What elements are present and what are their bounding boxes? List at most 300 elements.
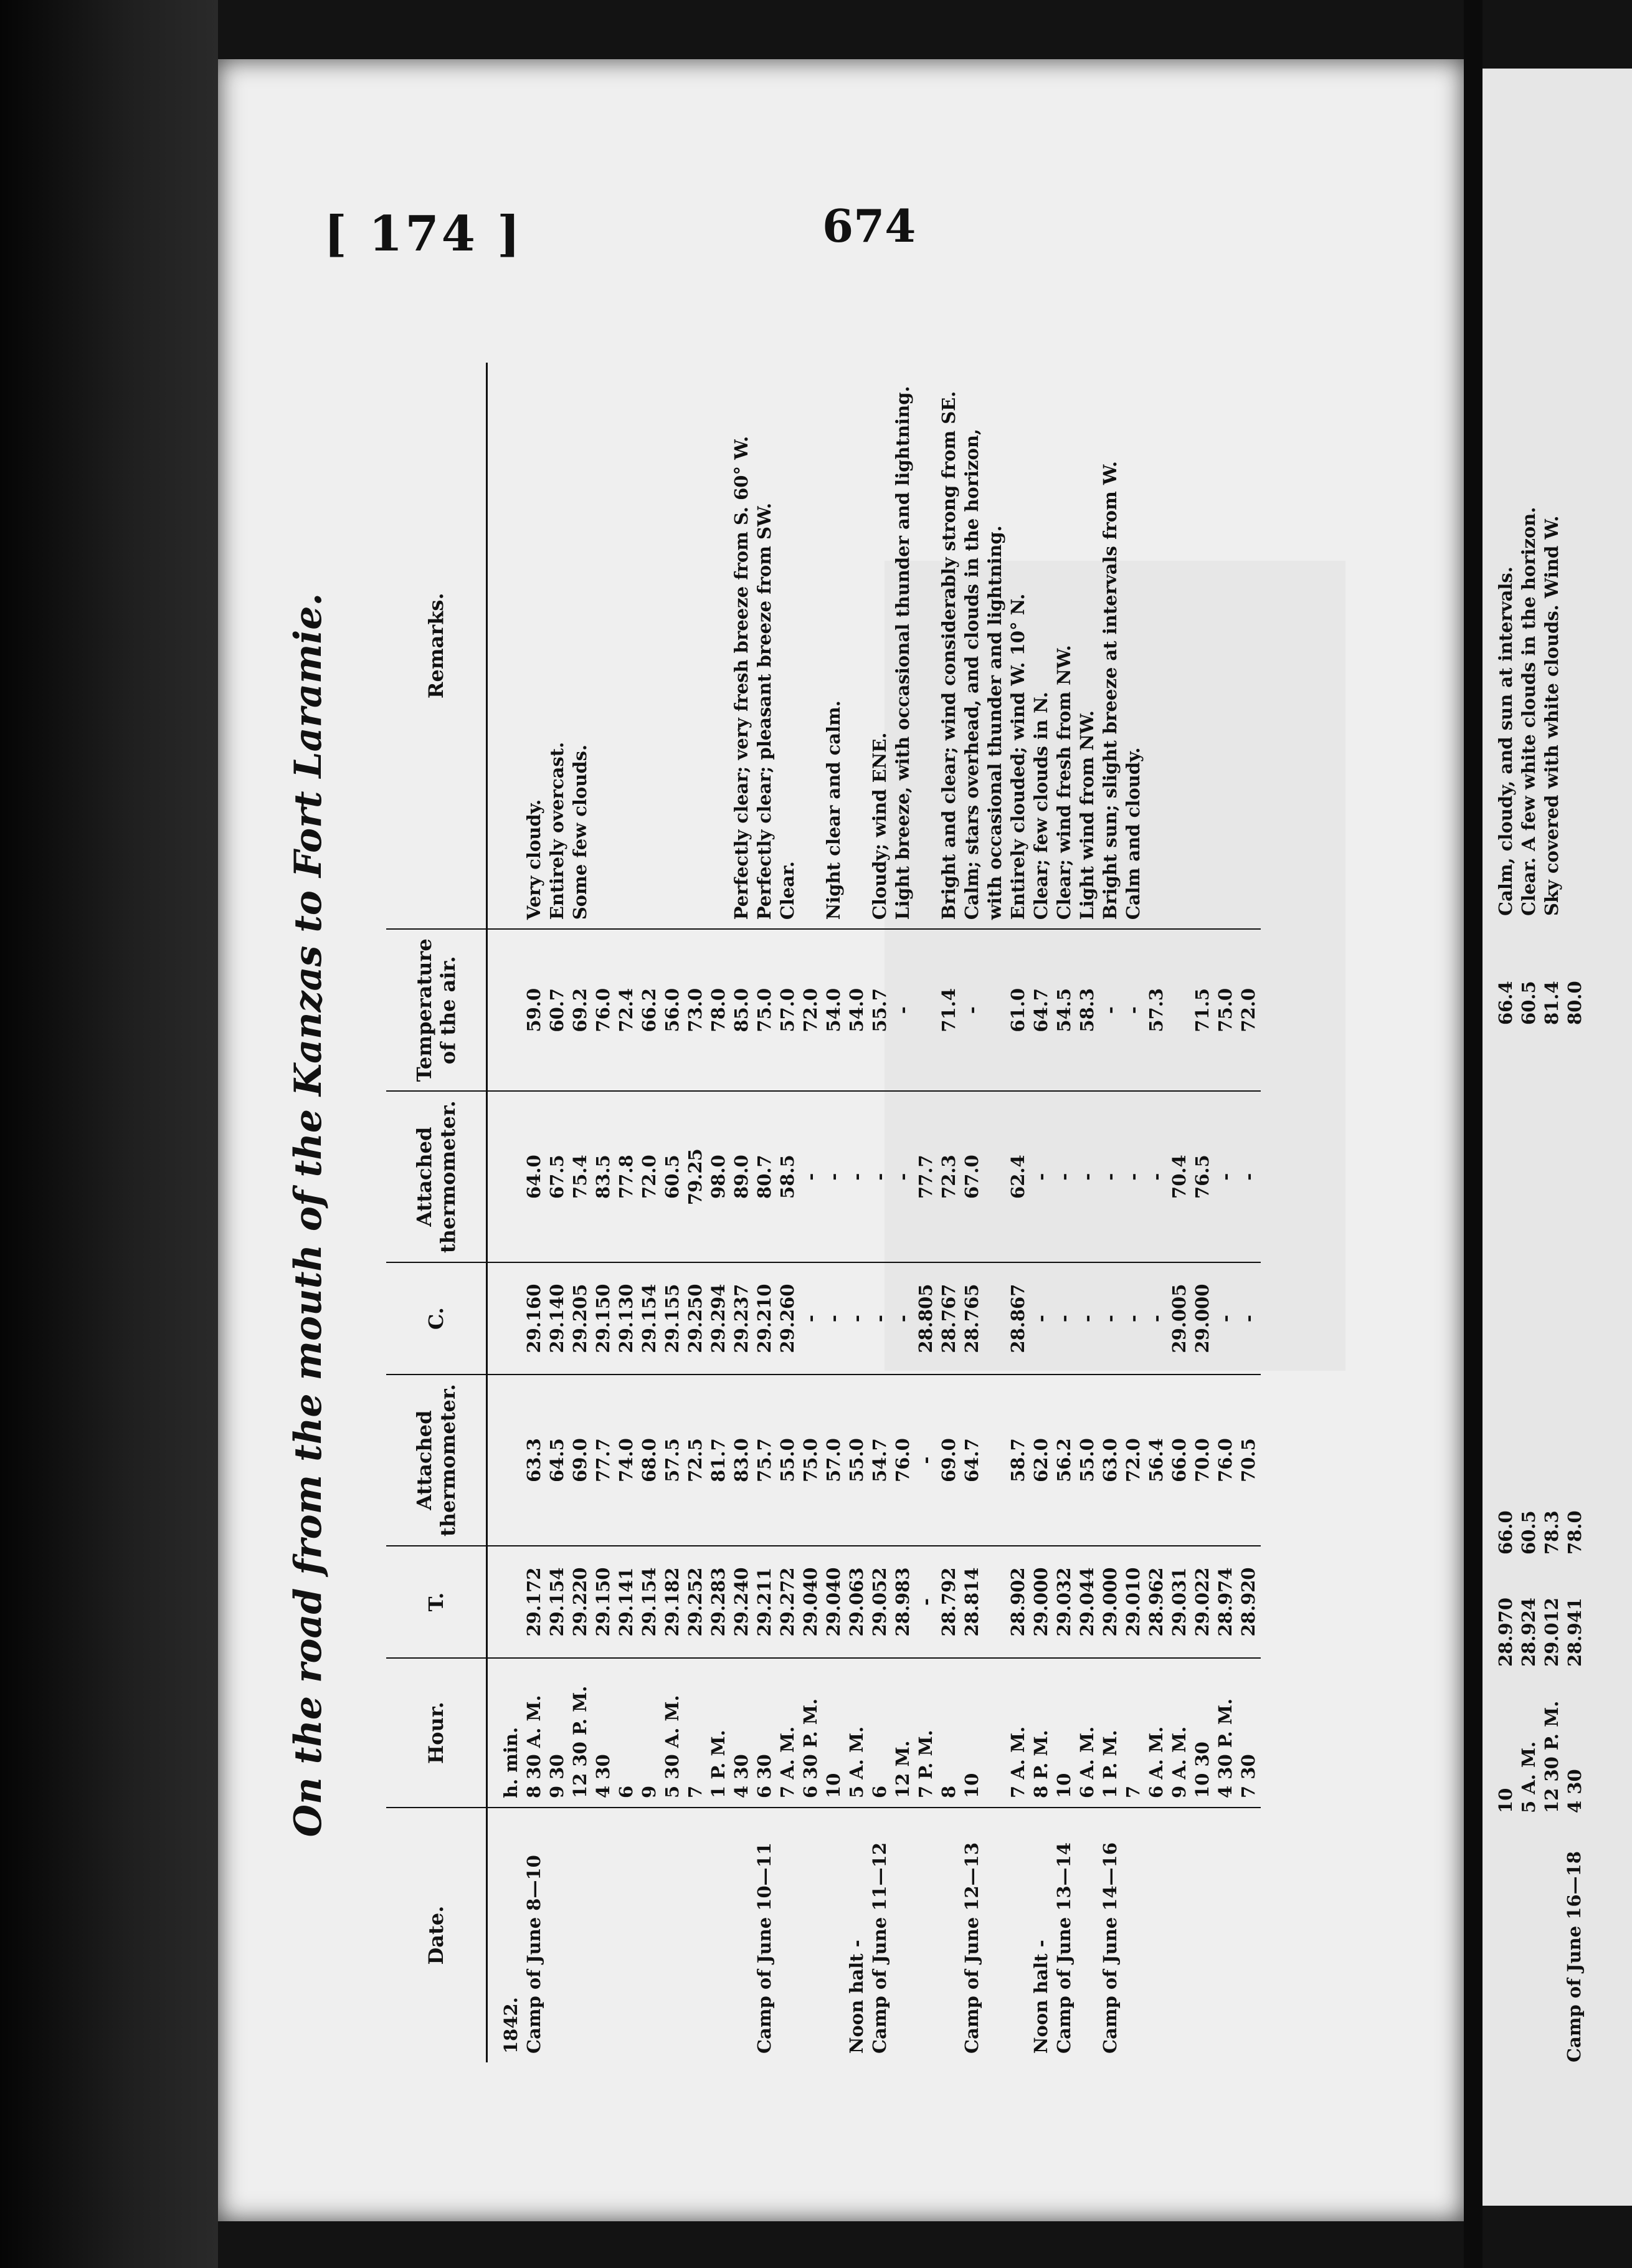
t-column-line: 29.150: [592, 1567, 614, 1637]
date-column-line: [1146, 1817, 1169, 2054]
col-date-header: Date.: [386, 1808, 487, 2062]
c-column-line: -: [1076, 1315, 1098, 1323]
date-column-line: [800, 1817, 823, 2054]
attached2-column-line: -: [846, 1173, 867, 1181]
remarks-column-line: Bright and clear; wind considerably strong from SE.: [938, 391, 959, 920]
attached1-column-line: 72.0: [1122, 1438, 1144, 1482]
hour-column-line: 6 30: [754, 1754, 775, 1798]
air-column-line: 76.0: [592, 988, 614, 1032]
remarks-column-line: Entirely overcast.: [546, 741, 567, 920]
hour-column-line: 10: [823, 1773, 844, 1798]
attached1-column-line: 55.0: [846, 1438, 867, 1482]
hour-column-line: 7 A. M.: [1007, 1726, 1028, 1798]
page-number-right: 674: [822, 199, 916, 252]
attached2-column-line: 60.5: [662, 1155, 683, 1199]
attached2-column-line: 79.25: [685, 1148, 706, 1206]
air-column-line: 54.0: [823, 988, 844, 1032]
attached1-column-line: 58.7: [1007, 1438, 1028, 1482]
col-air-header: Temperature of the air.: [386, 929, 487, 1091]
remarks-column-line: [915, 371, 938, 920]
hour-column-line: 5 A. M.: [846, 1726, 867, 1798]
cont-air-line: 81.4: [1541, 981, 1562, 1025]
air-column-line: 54.5: [1053, 988, 1075, 1032]
air-column-line: -: [892, 1006, 913, 1014]
date-column-line: [592, 1817, 615, 2054]
t-column-line: [500, 1555, 523, 1649]
attached2-column-line: -: [892, 1173, 913, 1181]
hour-column-line: 4 30 P. M.: [1215, 1698, 1236, 1798]
attached1-column-line: 63.0: [1099, 1438, 1121, 1482]
t-column-line: 29.040: [823, 1567, 844, 1637]
col-attached1-header: Attached thermometer.: [386, 1375, 487, 1546]
t-column-line: 29.220: [569, 1567, 591, 1637]
attached2-column-line: 76.5: [1192, 1155, 1213, 1199]
air-column-line: 71.4: [938, 988, 959, 1032]
air-column-line: -: [961, 1006, 982, 1014]
t-column-line: 28.814: [961, 1567, 982, 1637]
t-column-line: 29.040: [800, 1567, 821, 1637]
attached2-column-line: -: [800, 1173, 821, 1181]
c-column-line: -: [892, 1315, 913, 1323]
cont-remarks: [1495, 507, 1564, 916]
t-column-line: 29.240: [731, 1567, 752, 1637]
attached2-column-line: -: [823, 1173, 844, 1181]
attached2-column-line: 77.8: [615, 1155, 637, 1199]
t-column-line: 29.154: [638, 1567, 660, 1637]
cont-air-line: 66.4: [1495, 981, 1516, 1025]
cont-hours-line: 12 30 P. M.: [1541, 1700, 1562, 1813]
attached2-column-line: -: [1146, 1173, 1167, 1181]
hour-column-line: 10 30: [1192, 1742, 1213, 1798]
remarks-column-line: [1146, 371, 1169, 920]
hour-column-line: 8: [938, 1785, 959, 1798]
col-hour-header: Hour.: [386, 1658, 487, 1808]
air-column-line: -: [1122, 1006, 1144, 1014]
c-column-line: 29.005: [1169, 1284, 1190, 1353]
date-column-line: [1169, 1817, 1192, 2054]
attached2-column-line: -: [1030, 1173, 1051, 1181]
t-column-line: 28.920: [1238, 1567, 1259, 1637]
hour-column-line: 5 30 A. M.: [662, 1695, 683, 1798]
cont-att1: [1495, 1510, 1587, 1555]
attached1-column-line: [984, 1384, 1007, 1537]
t-column-line: 29.172: [523, 1567, 544, 1637]
t-column-line: 29.272: [777, 1567, 798, 1637]
c-column-line: 28.765: [961, 1284, 982, 1353]
t-column-line: 28.792: [938, 1567, 959, 1637]
c-column-line: 29.140: [546, 1284, 567, 1353]
t-column-line: 29.182: [662, 1567, 683, 1637]
attached1-column-line: 81.7: [708, 1438, 729, 1482]
hour-column-line: 12 30 P. M.: [569, 1685, 591, 1798]
hour-column-line: 1 P. M.: [1099, 1730, 1121, 1798]
attached2-column-line: -: [1053, 1173, 1075, 1181]
hour-column-line: 7: [685, 1785, 706, 1798]
header-row: [386, 363, 487, 2062]
date-column-line: Camp of June 14—16: [1099, 1842, 1121, 2054]
attached2-column-line: -: [1099, 1173, 1121, 1181]
air-column: [487, 929, 1261, 1091]
hour-column-line: 9: [638, 1785, 660, 1798]
cont-att1-line: 78.0: [1564, 1510, 1585, 1555]
date-column-line: Camp of June 12—13: [961, 1842, 982, 2054]
c-column-line: 29.160: [523, 1284, 544, 1353]
t-column-line: 29.252: [685, 1567, 706, 1637]
col-remarks-header: Remarks.: [386, 363, 487, 929]
cont-hours-line: 10: [1495, 1788, 1516, 1813]
remarks-column-line: Clear; few clouds in N.: [1030, 692, 1051, 920]
air-column-line: -: [1099, 1006, 1121, 1014]
remarks-column-line: [846, 371, 869, 920]
date-column-line: Noon halt -: [846, 1940, 867, 2054]
remarks-column-line: [1238, 371, 1261, 920]
c-column-line: 29.294: [708, 1284, 729, 1353]
attached1-column-line: 57.0: [823, 1438, 844, 1482]
cont-remarks-line: Clear. A few white clouds in the horizon.: [1518, 507, 1539, 916]
air-column-line: 71.5: [1192, 988, 1213, 1032]
date-column-line: Camp of June 8—10: [523, 1855, 544, 2054]
c-column-line: 28.805: [915, 1284, 936, 1353]
t-column-line: 29.052: [869, 1567, 890, 1637]
cont-att1-line: 66.0: [1495, 1510, 1516, 1555]
c-column-line: -: [1215, 1315, 1236, 1323]
attached1-column-line: 68.0: [638, 1438, 660, 1482]
date-column-line: [938, 1817, 961, 2054]
air-column-line: 57.3: [1146, 988, 1167, 1032]
attached2-column-line: 67.0: [961, 1155, 982, 1199]
c-column-line: -: [1053, 1315, 1075, 1323]
attached2-column-line: 64.0: [523, 1155, 544, 1199]
attached2-column-line: 80.7: [754, 1155, 775, 1199]
cont-remarks-line: Calm, cloudy, and sun at intervals.: [1495, 566, 1516, 916]
hour-column-line: 1 P. M.: [708, 1730, 729, 1798]
attached1-column-line: 74.0: [615, 1438, 637, 1482]
t-column-line: 29.211: [754, 1567, 775, 1637]
hour-column-line: 12 M.: [892, 1740, 913, 1798]
hour-column-line: 10: [961, 1773, 982, 1798]
attached2-column-line: 67.5: [546, 1155, 567, 1199]
attached1-column-line: 63.3: [523, 1438, 544, 1482]
hour-column-line: 6: [615, 1785, 637, 1798]
date-column-line: Camp of June 13—14: [1053, 1842, 1075, 2054]
air-column-line: 58.3: [1076, 988, 1098, 1032]
remarks-column-line: Perfectly clear; very fresh breeze from S. 60° W.: [731, 436, 752, 920]
attached1-column-line: 55.0: [777, 1438, 798, 1482]
remarks-column-line: Perfectly clear; pleasant breeze from SW.: [754, 502, 775, 920]
cont-hours-line: 4 30: [1564, 1769, 1585, 1813]
remarks-column-line: [1192, 371, 1215, 920]
date-column-line: [1122, 1817, 1146, 2054]
remarks-column-line: Bright sun; slight breeze at intervals from W.: [1099, 461, 1121, 920]
air-column-line: 69.2: [569, 988, 591, 1032]
date-column-line: [823, 1817, 846, 2054]
date-column-line: [685, 1817, 708, 2054]
c-column-line: -: [1030, 1315, 1051, 1323]
attached2-column-line: [500, 1100, 523, 1253]
air-column-line: [915, 938, 938, 1082]
t-column-line: 29.063: [846, 1567, 867, 1637]
hour-column-line: 10: [1053, 1773, 1075, 1798]
c-column-line: 29.260: [777, 1284, 798, 1353]
attached1-column-line: 83.0: [731, 1438, 752, 1482]
c-column-line: -: [869, 1315, 890, 1323]
remarks-column-line: [615, 371, 638, 920]
attached2-column-line: 70.4: [1169, 1155, 1190, 1199]
air-column-line: 61.0: [1007, 988, 1028, 1032]
c-column-line: -: [1238, 1315, 1259, 1323]
t-column-line: -: [915, 1598, 936, 1606]
attached1-column-line: 56.4: [1146, 1438, 1167, 1482]
attached1-column-line: 75.7: [754, 1438, 775, 1482]
attached2-column-line: -: [1076, 1173, 1098, 1181]
attached2-column-line: 72.3: [938, 1155, 959, 1199]
attached1-column-line: 70.5: [1238, 1438, 1259, 1482]
attached1-column-line: 62.0: [1030, 1438, 1051, 1482]
t-column-line: 29.010: [1122, 1567, 1144, 1637]
t-column-line: 28.974: [1215, 1567, 1236, 1637]
remarks-column-line: [685, 371, 708, 920]
cont-hours-line: 5 A. M.: [1518, 1741, 1539, 1813]
t-column-line: 29.000: [1099, 1567, 1121, 1637]
c-column-line: -: [800, 1315, 821, 1323]
date-column-line: [569, 1817, 592, 2054]
next-page-continuation: [1495, 262, 1632, 2168]
date-column-line: Camp of June 10—11: [754, 1842, 775, 2054]
air-column-line: 55.7: [869, 988, 890, 1032]
attached1-column-line: 72.5: [685, 1438, 706, 1482]
air-column-line: 75.0: [754, 988, 775, 1032]
cont-air-line: 80.0: [1564, 981, 1585, 1025]
date-column-line: [915, 1817, 938, 2054]
c-column-line: 28.867: [1007, 1284, 1028, 1353]
c-column-line: 29.130: [615, 1284, 637, 1353]
remarks-column-line: [1169, 371, 1192, 920]
c-column-line: [984, 1272, 1007, 1365]
cont-date: Camp of June 16—18: [1563, 1851, 1585, 2062]
hour-column-line: 9 30: [546, 1754, 567, 1798]
remarks-column-line: Calm; stars overhead, and clouds in the horizon,: [961, 428, 982, 920]
remarks-column-line: Light wind from NW.: [1076, 710, 1098, 920]
hour-column-line: 6 A. M.: [1146, 1726, 1167, 1798]
remarks-column-line: Cloudy; wind ENE.: [869, 732, 890, 920]
cont-att1-line: 60.5: [1518, 1510, 1539, 1555]
col-attached2-header: Attached thermometer.: [386, 1091, 487, 1262]
attached1-column-line: 77.7: [592, 1438, 614, 1482]
attached2-column-line: 72.0: [638, 1155, 660, 1199]
c-column-line: -: [846, 1315, 867, 1323]
remarks-column-line: Calm and cloudy.: [1122, 747, 1144, 920]
attached2-column-line: -: [869, 1173, 890, 1181]
c-column-line: [500, 1272, 523, 1365]
date-column-line: [731, 1817, 754, 2054]
air-column-line: 72.4: [615, 988, 637, 1032]
date-column-line: Camp of June 11—12: [869, 1842, 890, 2054]
cont-t-line: 28.941: [1564, 1598, 1585, 1667]
attached1-column-line: 76.0: [892, 1438, 913, 1482]
attached1-column-line: 54.7: [869, 1438, 890, 1482]
c-column-line: -: [1122, 1315, 1144, 1323]
attached1-column-line: 70.0: [1192, 1438, 1213, 1482]
c-column-line: 28.767: [938, 1284, 959, 1353]
hour-column-line: 6 A. M.: [1076, 1726, 1098, 1798]
remarks-column-line: Light breeze, with occasional thunder and lightning.: [892, 386, 913, 920]
hour-column-line: h. min.: [500, 1727, 521, 1798]
hour-column-line: 8 P. M.: [1030, 1730, 1051, 1798]
c-column-line: -: [823, 1315, 844, 1323]
t-column-line: 29.031: [1169, 1567, 1190, 1637]
date-column-line: [777, 1817, 800, 2054]
remarks-column-line: [500, 371, 523, 920]
attached1-column-line: 69.0: [569, 1438, 591, 1482]
cont-air: [1495, 981, 1587, 1025]
c-column-line: 29.150: [592, 1284, 614, 1353]
t-column-line: 29.022: [1192, 1567, 1213, 1637]
hour-column-line: 4 30: [592, 1754, 614, 1798]
air-column-line: 72.0: [1238, 988, 1259, 1032]
attached1-column-line: 69.0: [938, 1438, 959, 1482]
air-column-line: 54.0: [846, 988, 867, 1032]
cont-air-line: 60.5: [1518, 981, 1539, 1025]
c-column-line: -: [1146, 1315, 1167, 1323]
date-column-line: [984, 1817, 1007, 2054]
remarks-column-line: [638, 371, 662, 920]
t-column-line: 29.032: [1053, 1567, 1075, 1637]
remarks-column: [487, 363, 1261, 929]
c-column: [487, 1262, 1261, 1375]
attached1-column-line: 57.5: [662, 1438, 683, 1482]
t-column-line: 29.283: [708, 1567, 729, 1637]
cont-att1-line: 78.3: [1541, 1510, 1562, 1555]
remarks-column-line: Very cloudy.: [523, 799, 544, 920]
date-column-line: Noon halt -: [1030, 1940, 1051, 2054]
hour-column-line: [984, 1667, 1007, 1798]
air-column-line: 85.0: [731, 988, 752, 1032]
t-column-line: 28.902: [1007, 1567, 1028, 1637]
air-column-line: 56.0: [662, 988, 683, 1032]
air-column-line: 64.7: [1030, 988, 1051, 1032]
attached1-column-line: 75.0: [800, 1438, 821, 1482]
hour-column-line: 8 30 A. M.: [523, 1695, 544, 1798]
cont-remarks-line: Sky covered with white clouds. Wind W.: [1541, 515, 1562, 916]
air-column-line: 57.0: [777, 988, 798, 1032]
air-column-line: [984, 938, 1007, 1082]
date-column-line: [638, 1817, 662, 2054]
attached2-column-line: 62.4: [1007, 1155, 1028, 1199]
remarks-column-line: Night clear and calm.: [823, 700, 844, 920]
remarks-column-line: Some few clouds.: [569, 744, 591, 920]
attached2-column-line: 89.0: [731, 1155, 752, 1199]
cont-hours: [1495, 1701, 1587, 1813]
cont-t: [1495, 1598, 1587, 1667]
hour-column: [487, 1658, 1261, 1808]
attached2-column-line: -: [1238, 1173, 1259, 1181]
attached2-column-line: [984, 1100, 1007, 1253]
date-column-line: [1076, 1817, 1099, 2054]
book-gutter: [1464, 0, 1483, 2268]
rotated-table-page: [262, 262, 1259, 2168]
table-body-row: [487, 363, 1261, 2062]
attached2-column-line: -: [1215, 1173, 1236, 1181]
attached2-column-line: 77.7: [915, 1155, 936, 1199]
remarks-column-line: [662, 371, 685, 920]
table-title: On the road from the mouth of the Kanzas to Fort Laramie.: [287, 593, 330, 1837]
hour-column-line: 6 30 P. M.: [800, 1698, 821, 1798]
air-column-line: [1169, 938, 1192, 1082]
date-column-line: [546, 1817, 569, 2054]
attached2-column-line: -: [1122, 1173, 1144, 1181]
attached1-column-line: 55.0: [1076, 1438, 1098, 1482]
hour-column-line: 7 P. M.: [915, 1730, 936, 1798]
hour-column-line: 4 30: [731, 1754, 752, 1798]
book-spine-edge: [0, 0, 218, 2268]
cont-t-line: 29.012: [1541, 1598, 1562, 1667]
t-column-line: 29.154: [546, 1567, 567, 1637]
remarks-column-line: [1215, 371, 1238, 920]
remarks-column-line: [800, 371, 823, 920]
remarks-column-line: Entirely clouded; wind W. 10° N.: [1007, 593, 1028, 920]
c-column-line: 29.250: [685, 1284, 706, 1353]
t-column-line: 29.044: [1076, 1567, 1098, 1637]
remarks-column-line: Clear.: [777, 861, 798, 920]
date-column-line: [892, 1817, 915, 2054]
attached1-column-line: 76.0: [1215, 1438, 1236, 1482]
c-column-line: 29.000: [1192, 1284, 1213, 1353]
hour-column-line: 7: [1122, 1785, 1144, 1798]
air-column-line: 72.0: [800, 988, 821, 1032]
remarks-column-line: with occasional thunder and lightning.: [984, 525, 1005, 920]
c-column-line: 29.205: [569, 1284, 591, 1353]
t-column-line: 28.962: [1146, 1567, 1167, 1637]
remarks-column-line: [708, 371, 731, 920]
hour-column-line: 7 A. M.: [777, 1726, 798, 1798]
date-column: [487, 1808, 1261, 2062]
remarks-column-line: [592, 371, 615, 920]
t-column-line: 28.983: [892, 1567, 913, 1637]
air-column-line: 75.0: [1215, 988, 1236, 1032]
attached1-column-line: [500, 1384, 523, 1537]
t-column-line: 29.000: [1030, 1567, 1051, 1637]
c-column-line: -: [1099, 1315, 1121, 1323]
cont-t-line: 28.970: [1495, 1598, 1516, 1667]
remarks-column-line: Clear; wind fresh from NW.: [1053, 645, 1075, 920]
attached2-column-line: 75.4: [569, 1155, 591, 1199]
date-column-line: [662, 1817, 685, 2054]
attached1-column-line: 66.0: [1169, 1438, 1190, 1482]
date-column-line: 1842.: [500, 1997, 521, 2054]
attached2-column: [487, 1091, 1261, 1262]
attached2-column-line: 98.0: [708, 1155, 729, 1199]
air-column-line: [500, 938, 523, 1082]
t-column: [487, 1546, 1261, 1658]
t-column-line: [984, 1555, 1007, 1649]
col-t-header: T.: [386, 1546, 487, 1658]
air-column-line: 66.2: [638, 988, 660, 1032]
attached1-column: [487, 1375, 1261, 1546]
c-column-line: 29.210: [754, 1284, 775, 1353]
date-column-line: [615, 1817, 638, 2054]
page-number-left: [ 174 ]: [324, 206, 523, 262]
air-column-line: 73.0: [685, 988, 706, 1032]
attached1-column-line: 64.7: [961, 1438, 982, 1482]
date-column-line: [708, 1817, 731, 2054]
air-column-line: 59.0: [523, 988, 544, 1032]
hour-column-line: 6: [869, 1785, 890, 1798]
air-column-line: 60.7: [546, 988, 567, 1032]
observation-table: [386, 363, 1261, 2062]
date-column-line: [1007, 1817, 1030, 2054]
attached2-column-line: 83.5: [592, 1155, 614, 1199]
cont-t-line: 28.924: [1518, 1598, 1539, 1667]
